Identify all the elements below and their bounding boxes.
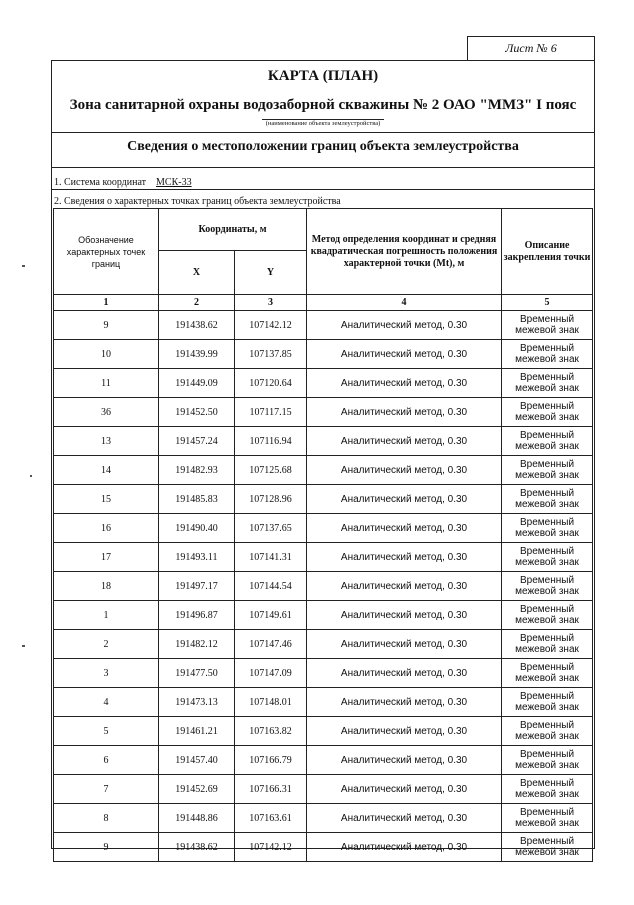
fixation-cell: Временный межевой знак	[502, 833, 593, 862]
point-cell: 36	[54, 398, 159, 427]
fixation-cell: Временный межевой знак	[502, 311, 593, 340]
table-row	[54, 601, 593, 630]
document-subtitle: Зона санитарной охраны водозаборной скважины № 2 ОАО "ММЗ" I пояс	[69, 97, 577, 113]
header-y: Y	[235, 251, 307, 295]
y-coordinate-cell: 107137.85	[235, 340, 307, 369]
divider	[52, 167, 594, 168]
document-frame	[51, 60, 595, 858]
x-coordinate-cell: 191497.17	[159, 572, 235, 601]
coordinates-table	[53, 208, 593, 862]
fixation-cell: Временный межевой знак	[502, 746, 593, 775]
x-coordinate-cell: 191452.50	[159, 398, 235, 427]
table-row	[54, 688, 593, 717]
y-coordinate-cell: 107163.82	[235, 717, 307, 746]
fixation-cell: Временный межевой знак	[502, 572, 593, 601]
x-coordinate-cell: 191452.69	[159, 775, 235, 804]
column-number: 4	[307, 295, 502, 311]
method-cell: Аналитический метод, 0.30	[307, 804, 502, 833]
header-method: Метод определения координат и средняя квадратическая погрешность положения характерной точки (Mt), м	[307, 209, 502, 295]
scan-speck	[22, 265, 25, 267]
table-row	[54, 572, 593, 601]
method-cell: Аналитический метод, 0.30	[307, 688, 502, 717]
fixation-cell: Временный межевой знак	[502, 427, 593, 456]
y-coordinate-cell: 107141.31	[235, 543, 307, 572]
x-coordinate-cell: 191438.62	[159, 833, 235, 862]
fixation-cell: Временный межевой знак	[502, 601, 593, 630]
table-row	[54, 398, 593, 427]
x-coordinate-cell: 191457.40	[159, 746, 235, 775]
table-row	[54, 311, 593, 340]
method-cell: Аналитический метод, 0.30	[307, 398, 502, 427]
point-cell: 7	[54, 775, 159, 804]
table-row	[54, 775, 593, 804]
y-coordinate-cell: 107142.12	[235, 311, 307, 340]
method-cell: Аналитический метод, 0.30	[307, 746, 502, 775]
method-cell: Аналитический метод, 0.30	[307, 456, 502, 485]
point-cell: 4	[54, 688, 159, 717]
fixation-cell: Временный межевой знак	[502, 543, 593, 572]
coord-system-label: 1. Система координат	[54, 177, 147, 188]
table-row	[54, 804, 593, 833]
column-number: 1	[54, 295, 159, 311]
point-cell: 5	[54, 717, 159, 746]
fixation-cell: Временный межевой знак	[502, 369, 593, 398]
subtitle-caption-text: (наименование объекта землеустройства)	[262, 119, 385, 127]
method-cell: Аналитический метод, 0.30	[307, 572, 502, 601]
y-coordinate-cell: 107147.09	[235, 659, 307, 688]
column-number: 5	[502, 295, 593, 311]
point-cell: 16	[54, 514, 159, 543]
x-coordinate-cell: 191482.12	[159, 630, 235, 659]
method-cell: Аналитический метод, 0.30	[307, 833, 502, 862]
fixation-cell: Временный межевой знак	[502, 398, 593, 427]
document-title: КАРТА (ПЛАН)	[267, 68, 379, 84]
fixation-cell: Временный межевой знак	[502, 340, 593, 369]
fixation-cell: Временный межевой знак	[502, 630, 593, 659]
section-title: Сведения о местоположении границ объекта землеустройства	[127, 139, 519, 154]
method-cell: Аналитический метод, 0.30	[307, 717, 502, 746]
point-cell: 10	[54, 340, 159, 369]
point-cell: 13	[54, 427, 159, 456]
scan-speck	[22, 645, 25, 647]
table-row	[54, 717, 593, 746]
point-cell: 15	[54, 485, 159, 514]
table-row	[54, 369, 593, 398]
point-cell: 14	[54, 456, 159, 485]
x-coordinate-cell: 191439.99	[159, 340, 235, 369]
fixation-cell: Временный межевой знак	[502, 804, 593, 833]
point-cell: 11	[54, 369, 159, 398]
x-coordinate-cell: 191496.87	[159, 601, 235, 630]
x-coordinate-cell: 191438.62	[159, 311, 235, 340]
method-cell: Аналитический метод, 0.30	[307, 369, 502, 398]
method-cell: Аналитический метод, 0.30	[307, 775, 502, 804]
method-cell: Аналитический метод, 0.30	[307, 514, 502, 543]
y-coordinate-cell: 107149.61	[235, 601, 307, 630]
subtitle-caption	[52, 120, 594, 127]
divider	[52, 132, 594, 133]
table-row	[54, 340, 593, 369]
table-row	[54, 630, 593, 659]
y-coordinate-cell: 107137.65	[235, 514, 307, 543]
fixation-cell: Временный межевой знак	[502, 717, 593, 746]
point-cell: 17	[54, 543, 159, 572]
y-coordinate-cell: 107147.46	[235, 630, 307, 659]
point-cell: 18	[54, 572, 159, 601]
method-cell: Аналитический метод, 0.30	[307, 340, 502, 369]
y-coordinate-cell: 107163.61	[235, 804, 307, 833]
y-coordinate-cell: 107120.64	[235, 369, 307, 398]
coord-system-line	[54, 177, 192, 188]
table-row	[54, 833, 593, 862]
x-coordinate-cell: 191493.11	[159, 543, 235, 572]
fixation-cell: Временный межевой знак	[502, 688, 593, 717]
method-cell: Аналитический метод, 0.30	[307, 543, 502, 572]
method-cell: Аналитический метод, 0.30	[307, 311, 502, 340]
y-coordinate-cell: 107117.15	[235, 398, 307, 427]
y-coordinate-cell: 107166.79	[235, 746, 307, 775]
x-coordinate-cell: 191448.86	[159, 804, 235, 833]
header-coordinates: Координаты, м	[159, 209, 307, 251]
y-coordinate-cell: 107166.31	[235, 775, 307, 804]
column-number: 3	[235, 295, 307, 311]
y-coordinate-cell: 107128.96	[235, 485, 307, 514]
x-coordinate-cell: 191461.21	[159, 717, 235, 746]
x-coordinate-cell: 191449.09	[159, 369, 235, 398]
point-cell: 8	[54, 804, 159, 833]
header-fixation: Описание закрепления точки	[502, 209, 593, 295]
table-row	[54, 543, 593, 572]
method-cell: Аналитический метод, 0.30	[307, 630, 502, 659]
y-coordinate-cell: 107116.94	[235, 427, 307, 456]
y-coordinate-cell: 107142.12	[235, 833, 307, 862]
method-cell: Аналитический метод, 0.30	[307, 659, 502, 688]
table-row	[54, 746, 593, 775]
point-cell: 6	[54, 746, 159, 775]
point-cell: 3	[54, 659, 159, 688]
fixation-cell: Временный межевой знак	[502, 775, 593, 804]
x-coordinate-cell: 191457.24	[159, 427, 235, 456]
point-cell: 9	[54, 833, 159, 862]
x-coordinate-cell: 191485.83	[159, 485, 235, 514]
method-cell: Аналитический метод, 0.30	[307, 601, 502, 630]
header-point: Обозначение характерных точек границ	[54, 209, 159, 295]
table-row	[54, 659, 593, 688]
method-cell: Аналитический метод, 0.30	[307, 427, 502, 456]
points-section-label: 2. Сведения о характерных точках границ объекта землеустройства	[54, 196, 341, 207]
table-row	[54, 485, 593, 514]
sheet-number-label: Лист № 6	[467, 36, 595, 61]
x-coordinate-cell: 191477.50	[159, 659, 235, 688]
point-cell: 9	[54, 311, 159, 340]
scan-speck	[30, 475, 32, 477]
fixation-cell: Временный межевой знак	[502, 456, 593, 485]
point-cell: 1	[54, 601, 159, 630]
fixation-cell: Временный межевой знак	[502, 514, 593, 543]
y-coordinate-cell: 107125.68	[235, 456, 307, 485]
table-row	[54, 427, 593, 456]
column-number: 2	[159, 295, 235, 311]
y-coordinate-cell: 107148.01	[235, 688, 307, 717]
point-cell: 2	[54, 630, 159, 659]
table-row	[54, 514, 593, 543]
divider	[52, 189, 594, 190]
table-body	[54, 311, 593, 862]
header-x: X	[159, 251, 235, 295]
table-row	[54, 456, 593, 485]
x-coordinate-cell: 191473.13	[159, 688, 235, 717]
y-coordinate-cell: 107144.54	[235, 572, 307, 601]
method-cell: Аналитический метод, 0.30	[307, 485, 502, 514]
fixation-cell: Временный межевой знак	[502, 659, 593, 688]
fixation-cell: Временный межевой знак	[502, 485, 593, 514]
x-coordinate-cell: 191482.93	[159, 456, 235, 485]
coord-system-value: МСК-33	[156, 177, 192, 188]
x-coordinate-cell: 191490.40	[159, 514, 235, 543]
